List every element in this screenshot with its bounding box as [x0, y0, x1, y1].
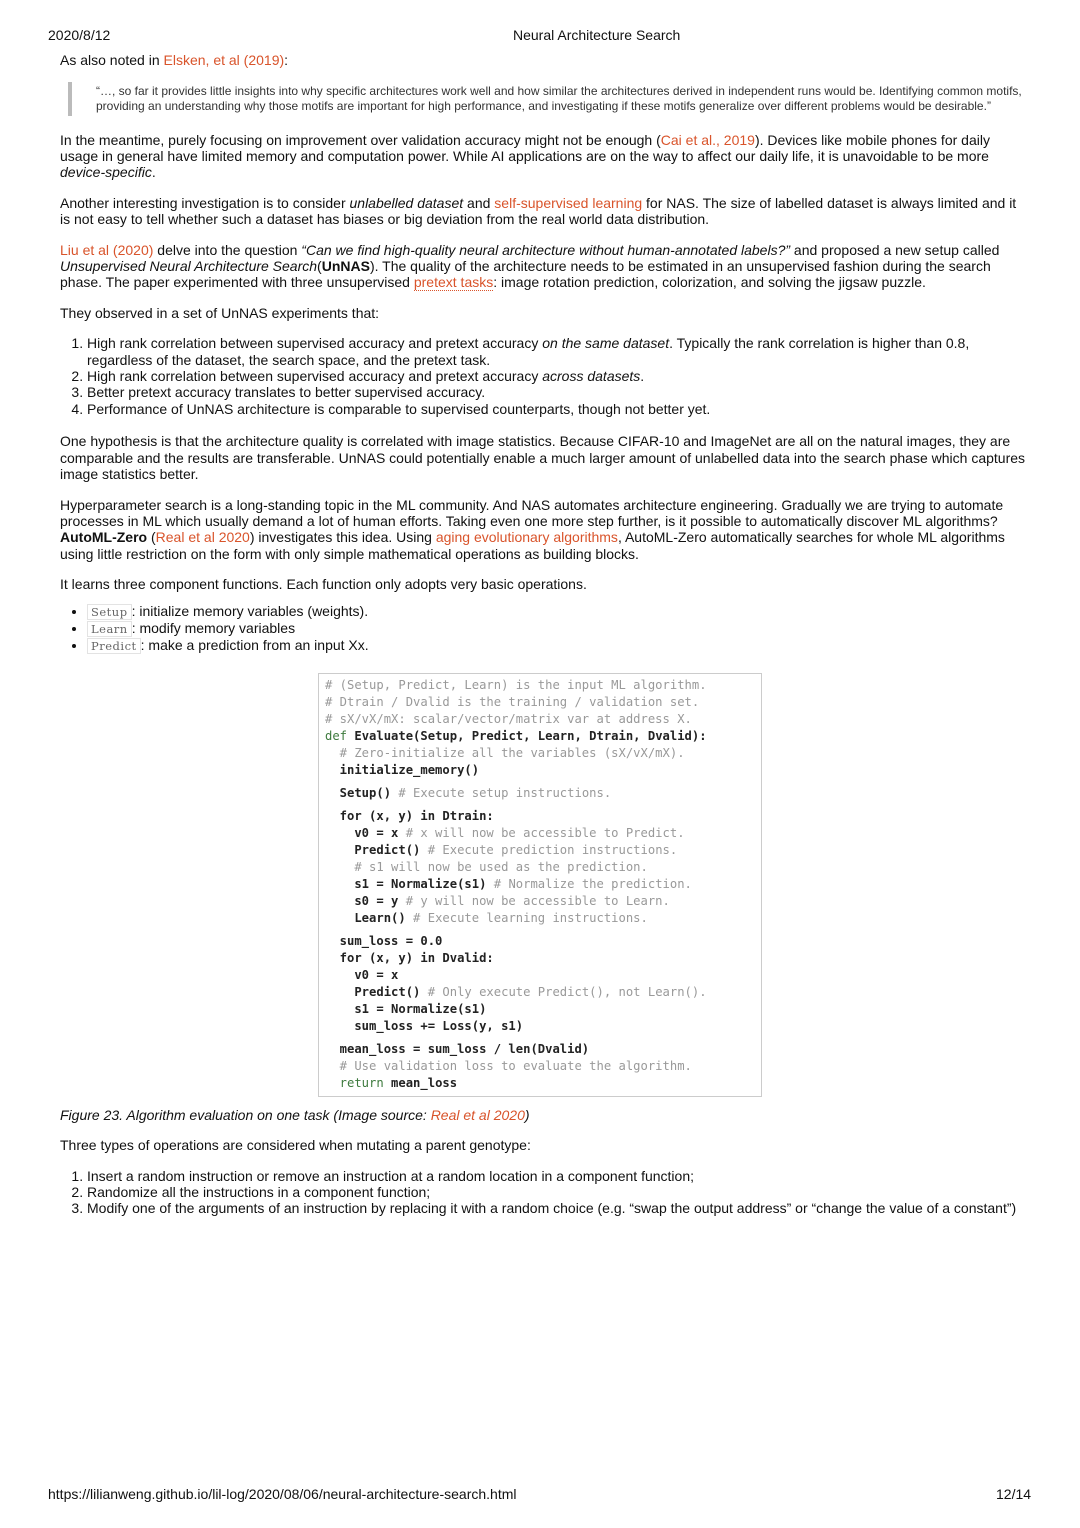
- code-comment: # Zero-initialize all the variables (sX/vX/mX).: [325, 745, 685, 760]
- code-comment: # Execute prediction instructions.: [420, 842, 678, 857]
- text-run: : initialize memory variables (weights).: [131, 602, 369, 619]
- code-token: v0 = x: [325, 825, 399, 840]
- code-line: [325, 677, 753, 694]
- list-item: [87, 620, 1026, 637]
- text-run: , AutoML-Zero automatically searches for whole ML algorithms using little restriction on the form with only simple mathematical operations as building blocks.: [60, 529, 1005, 562]
- text-run: .: [151, 164, 156, 181]
- unlabelled-paragraph: [60, 195, 1026, 228]
- code-token: Evaluate(Setup, Predict, Learn, Dtrain, Dvalid):: [347, 728, 707, 743]
- text-run: and: [463, 194, 495, 211]
- code-token: sum_loss = 0.0: [325, 933, 443, 948]
- inline-link[interactable]: Cai et al., 2019: [660, 131, 755, 148]
- code-line: [325, 950, 753, 967]
- blockquote: [68, 82, 1026, 115]
- emphasis-text: device-specific: [60, 164, 152, 181]
- inline-link[interactable]: Real et al 2020: [430, 1106, 525, 1123]
- text-run: : image rotation prediction, colorization, and solving the jigsaw puzzle.: [493, 274, 926, 291]
- list-item: [87, 368, 1026, 384]
- text-run: One hypothesis is that the architecture quality is correlated with image statistics. Because CIFAR-10 and ImageNet are all on the natural images, they are comparable and the results are transferable. UnNAS could potentially enable a much larger amount of unlabelled data into the search phase which captures image statistics better.: [60, 433, 1026, 483]
- code-block: [318, 673, 762, 1097]
- code-token: s1 = Normalize(s1): [325, 876, 487, 891]
- code-token: Predict(): [325, 842, 421, 857]
- emphasis-text: “Can we find high-quality neural architecture without human-annotated labels?”: [301, 241, 791, 258]
- text-run: “…, so far it provides little insights into why specific architectures work well and how similar the architectures derived in independent runs would be. Identifying common motifs, providing an understanding why those motifs are important for high performance, and investigating if these motifs generalize over different problems would be desirable.”: [96, 84, 1022, 113]
- bold-text: AutoML-Zero: [60, 529, 148, 546]
- observations-intro: [60, 305, 1026, 321]
- text-run: Three types of operations are considered when mutating a parent genotype:: [60, 1137, 531, 1154]
- code-comment: # Normalize the prediction.: [486, 876, 692, 891]
- code-line: [325, 984, 753, 1001]
- code-comment: # Only execute Predict(), not Learn().: [420, 984, 707, 999]
- text-run: It learns three component functions. Each function only adopts very basic operations.: [60, 576, 587, 593]
- text-run: :: [284, 52, 289, 68]
- code-line: [325, 694, 753, 711]
- code-comment: # sX/vX/mX: scalar/vector/matrix var at address X.: [325, 711, 692, 726]
- code-comment: # Dtrain / Dvalid is the training / validation set.: [325, 694, 700, 709]
- code-line: [325, 876, 753, 893]
- code-line: [325, 933, 753, 950]
- text-run: They observed in a set of UnNAS experiments that:: [60, 304, 380, 321]
- text-run: and proposed a new setup called: [790, 241, 1000, 258]
- functions-list: [60, 603, 1026, 655]
- text-run: Hyperparameter search is a long-standing topic in the ML community. And NAS automates architecture engineering. Gradually we are trying to automate processes in ML which usually demand a lot of human efforts. Taking even one more step further, is it possible to automatically discover ML algorithms?: [60, 496, 1004, 529]
- inline-code: Setup: [87, 604, 132, 620]
- text-run: Modify one of the arguments of an instruction by replacing it with a random choice (e.g. “swap the output address” or “change the value of a constant”): [87, 1200, 1017, 1217]
- page-number: 12/14: [996, 1486, 1032, 1502]
- text-run: (: [317, 258, 322, 275]
- inline-link[interactable]: Elsken, et al (2019): [163, 52, 285, 68]
- code-token: sum_loss += Loss(y, s1): [325, 1018, 524, 1033]
- list-item: [87, 1184, 1026, 1200]
- code-token: for (x, y) in Dtrain:: [325, 808, 494, 823]
- mutations-list: [60, 1168, 1026, 1217]
- inline-link[interactable]: Liu et al (2020): [60, 241, 154, 258]
- figure-caption: [60, 1107, 1026, 1123]
- emphasis-text: on the same dataset: [542, 335, 670, 352]
- list-item: [87, 384, 1026, 400]
- code-line: [325, 711, 753, 728]
- inline-link[interactable]: aging evolutionary algorithms: [435, 529, 618, 546]
- code-token: for (x, y) in Dvalid:: [325, 950, 494, 965]
- code-comment: # y will now be accessible to Learn.: [398, 893, 670, 908]
- code-comment: # (Setup, Predict, Learn) is the input ML algorithm.: [325, 677, 707, 692]
- hypothesis-paragraph: [60, 433, 1026, 482]
- text-run: for NAS. The size of labelled dataset is always limited and it is not easy to tell whether such a dataset has biases or big deviation from the real world data distribution.: [60, 194, 1017, 228]
- text-run: (: [147, 529, 156, 546]
- code-token: initialize_memory(): [325, 762, 480, 777]
- inline-code: Learn: [87, 621, 132, 637]
- code-line: [325, 808, 753, 825]
- code-comment: # Execute learning instructions.: [405, 910, 648, 925]
- text-run: Insert a random instruction or remove an instruction at a random location in a component function;: [87, 1167, 694, 1184]
- page-url: https://lilianweng.github.io/lil-log/2020/08/06/neural-architecture-search.html: [48, 1486, 517, 1502]
- inline-link[interactable]: self-supervised learning: [494, 194, 643, 211]
- code-line: [325, 728, 753, 745]
- text-run: delve into the question: [153, 241, 302, 258]
- code-token: s1 = Normalize(s1): [325, 1001, 487, 1016]
- code-comment: # x will now be accessible to Predict.: [398, 825, 685, 840]
- code-line: [325, 910, 753, 927]
- text-run: ): [524, 1106, 530, 1123]
- text-run: In the meantime, purely focusing on improvement over validation accuracy might not be enough (: [60, 131, 661, 148]
- article-body: [60, 52, 1026, 1233]
- code-line: [325, 1041, 753, 1058]
- print-date: 2020/8/12: [48, 27, 111, 43]
- bold-text: UnNAS: [321, 258, 370, 275]
- code-token: v0 = x: [325, 967, 399, 982]
- device-paragraph: [60, 132, 1026, 181]
- list-item: [87, 603, 1026, 620]
- code-comment: # s1 will now be used as the prediction.: [325, 859, 648, 874]
- text-run: : modify memory variables: [131, 619, 296, 636]
- text-run: . Typically the rank correlation is higher than 0.8, regardless of the dataset, the search space, and the pretext task.: [87, 335, 970, 368]
- list-item: [87, 637, 1026, 654]
- code-line: [325, 745, 753, 762]
- code-comment: # Execute setup instructions.: [391, 785, 612, 800]
- inline-code: Predict: [87, 638, 141, 654]
- code-line: [325, 1001, 753, 1018]
- code-token: s0 = y: [325, 893, 399, 908]
- code-line: [325, 762, 753, 779]
- text-run: ). Devices like mobile phones for daily usage in general have limited memory and computation power. While AI applications are on the way to affect our daily life, it is unavoidable to be more: [60, 131, 990, 164]
- text-run: .: [640, 368, 645, 385]
- list-item: [87, 335, 1026, 368]
- code-line: [325, 1075, 753, 1092]
- text-run: Better pretext accuracy translates to better supervised accuracy.: [87, 384, 486, 401]
- code-line: [325, 1058, 753, 1075]
- code-token: mean_loss: [383, 1075, 458, 1090]
- unnas-paragraph: [60, 242, 1026, 291]
- text-run: Randomize all the instructions in a component function;: [87, 1183, 431, 1200]
- text-run: Another interesting investigation is to consider: [60, 194, 350, 211]
- code-line: [325, 967, 753, 984]
- code-token: Predict(): [325, 984, 421, 999]
- list-item: [87, 1200, 1026, 1216]
- emphasis-text: across datasets: [542, 368, 641, 385]
- emphasis-text: Unsupervised Neural Architecture Search: [60, 258, 318, 275]
- code-keyword: def: [325, 728, 348, 743]
- text-run: Performance of UnNAS architecture is comparable to supervised counterparts, though not better yet.: [87, 400, 711, 417]
- code-keyword: return: [325, 1075, 384, 1090]
- text-run: ). The quality of the architecture needs to be estimated in an unsupervised fashion during the search phase. The paper experimented with three unsupervised: [60, 258, 991, 291]
- code-line: [325, 785, 753, 802]
- code-token: Learn(): [325, 910, 406, 925]
- functions-intro: [60, 576, 1026, 592]
- code-token: Setup(): [325, 785, 392, 800]
- code-line: [325, 825, 753, 842]
- code-line: [325, 859, 753, 876]
- emphasis-text: unlabelled dataset: [349, 194, 464, 211]
- text-run: ) investigates this idea. Using: [249, 529, 436, 546]
- mutations-intro: [60, 1137, 1026, 1153]
- code-line: [325, 842, 753, 859]
- code-line: [325, 893, 753, 910]
- automl-paragraph: [60, 497, 1026, 563]
- code-line: [325, 1018, 753, 1035]
- list-item: [87, 401, 1026, 417]
- inline-link[interactable]: pretext tasks: [413, 274, 494, 291]
- text-run: High rank correlation between supervised accuracy and pretext accuracy: [87, 368, 543, 385]
- code-comment: # Use validation loss to evaluate the algorithm.: [325, 1058, 692, 1073]
- print-title: Neural Architecture Search: [513, 27, 681, 43]
- text-run: Figure 23. Algorithm evaluation on one task (Image source:: [60, 1106, 431, 1123]
- intro-paragraph: [60, 52, 1026, 68]
- observations-list: [60, 335, 1026, 417]
- text-run: High rank correlation between supervised accuracy and pretext accuracy: [87, 335, 543, 352]
- inline-link[interactable]: Real et al 2020: [155, 529, 250, 546]
- code-token: mean_loss = sum_loss / len(Dvalid): [325, 1041, 590, 1056]
- text-run: : make a prediction from an input Xx.: [140, 637, 369, 654]
- list-item: [87, 1168, 1026, 1184]
- text-run: As also noted in: [60, 52, 164, 68]
